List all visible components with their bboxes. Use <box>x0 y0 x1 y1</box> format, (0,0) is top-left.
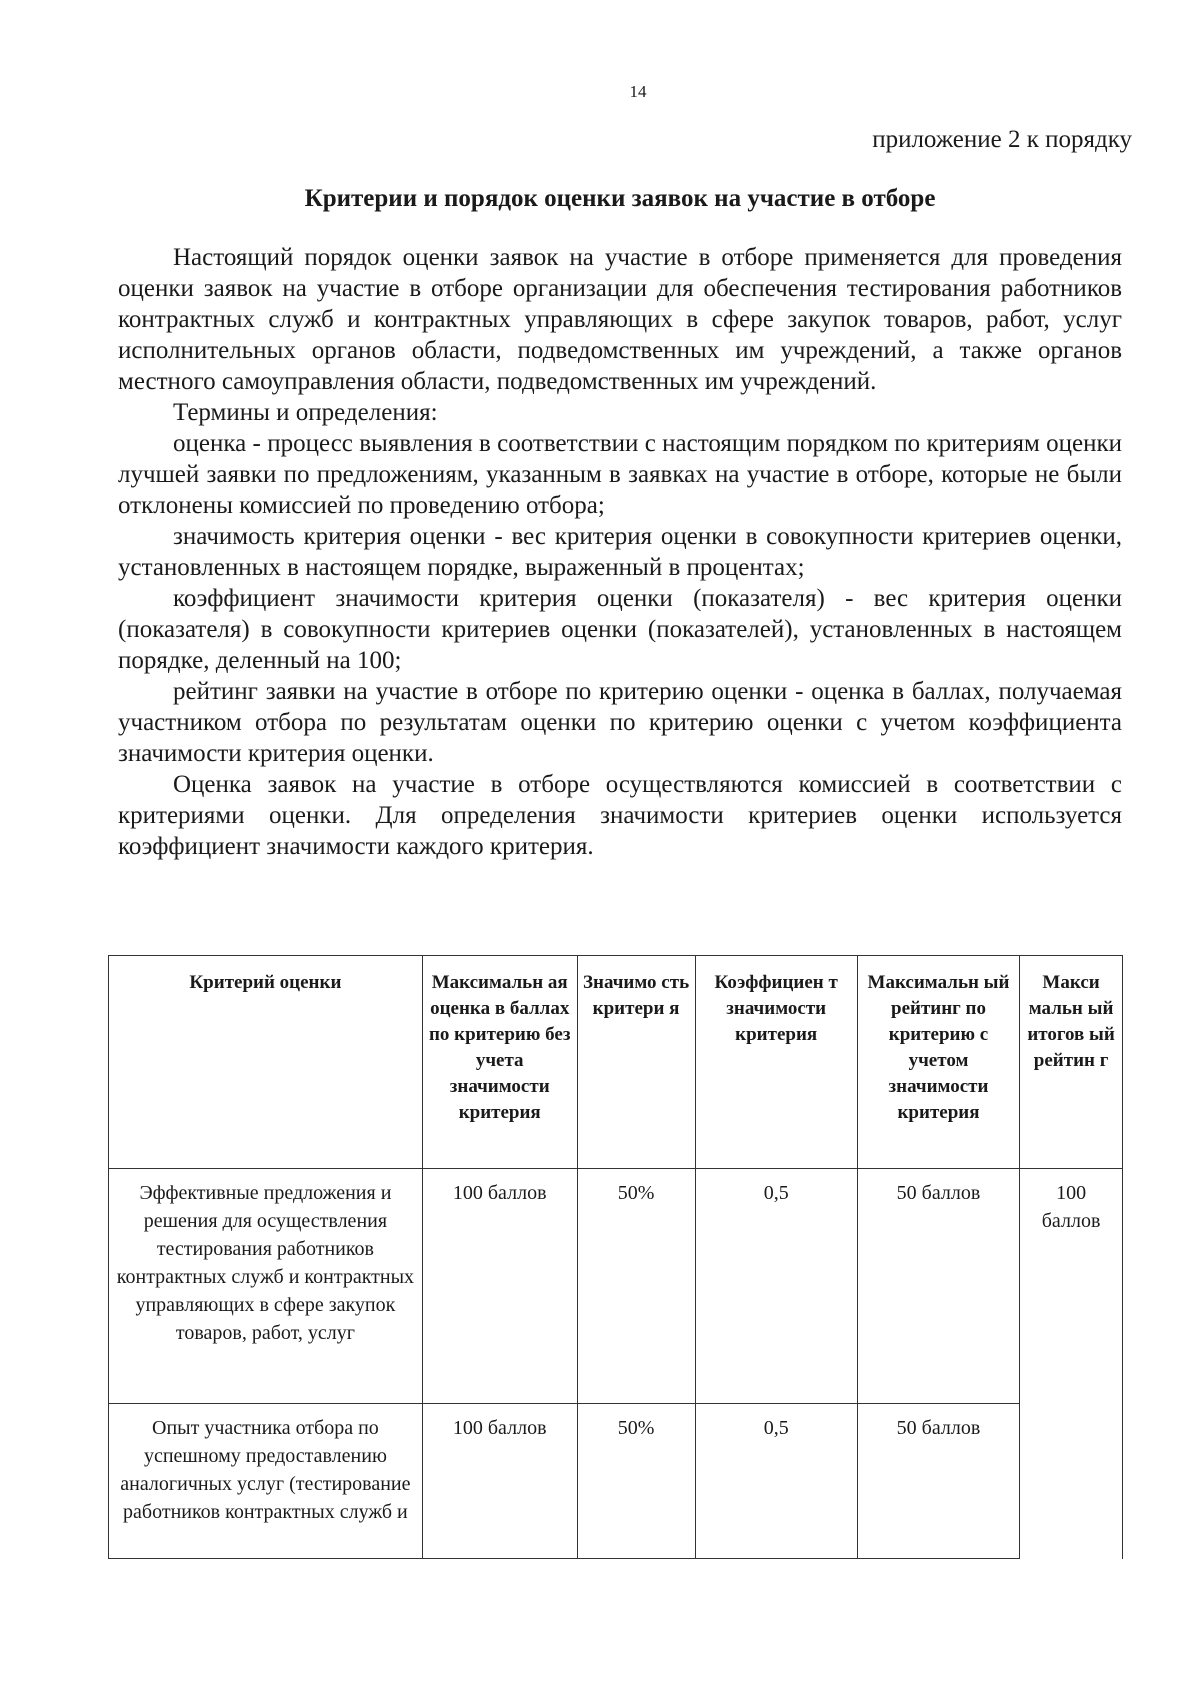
definition-significance: значимость критерия оценки - вес критерия оценки в совокупности критериев оценки, установленных в настоящем порядке, выраженный в процентах; <box>118 523 1122 581</box>
cell-significance: 50% <box>577 1169 695 1404</box>
cell-max-score: 100 баллов <box>422 1169 577 1404</box>
header-max-rating: Максимальн ый рейтинг по критерию с учетом значимости критерия <box>857 956 1019 1169</box>
cell-coefficient: 0,5 <box>695 1404 857 1559</box>
cell-significance: 50% <box>577 1404 695 1559</box>
definition-rating: рейтинг заявки на участие в отборе по критерию оценки - оценка в баллах, получаемая участником отбора по результатам оценки по критерию оценки с учетом коэффициента значимости критерия оценки. <box>118 678 1122 767</box>
cell-max-rating: 50 баллов <box>857 1169 1019 1404</box>
appendix-label: приложение 2 к порядку <box>872 126 1132 153</box>
intro-paragraph: Настоящий порядок оценки заявок на участие в отборе применяется для проведения оценки заявок на участие в отборе организации для обеспечения тестирования работников контрактных служб и контрактных управляющих в сфере закупок товаров, работ, услуг исполнительных органов области, подведомственных им учреждений, а также органов местного самоуправления области, подведомственных им учреждений. <box>118 244 1122 395</box>
header-coefficient: Коэффициен т значимости критерия <box>695 956 857 1169</box>
table-row <box>109 1404 1123 1559</box>
cell-coefficient: 0,5 <box>695 1169 857 1404</box>
assessment-paragraph: Оценка заявок на участие в отборе осуществляются комиссией в соответствии с критериями оценки. Для определения значимости критериев оценки используется коэффициент значимости каждого критерия. <box>118 771 1122 860</box>
header-significance: Значимо сть критери я <box>577 956 695 1169</box>
criteria-table <box>108 955 1123 1559</box>
terms-heading: Термины и определения: <box>173 399 438 426</box>
header-max-score: Максимальн ая оценка в баллах по критерию без учета значимости критерия <box>422 956 577 1169</box>
document-title: Критерии и порядок оценки заявок на участие в отборе <box>304 185 936 212</box>
definition-coefficient: коэффициент значимости критерия оценки (показателя) - вес критерия оценки (показателя) в совокупности критериев оценки (показателей), установленных в настоящем порядке, деленный на 100; <box>118 585 1122 674</box>
header-final-rating: Макси мальн ый итогов ый рейтин г <box>1020 956 1123 1169</box>
body-text <box>118 242 1122 862</box>
table-header-row <box>109 956 1123 1169</box>
cell-final-rating: 100 баллов <box>1020 1169 1123 1559</box>
header-criterion: Критерий оценки <box>109 956 423 1169</box>
cell-criterion: Опыт участника отбора по успешному предоставлению аналогичных услуг (тестирование работников контрактных служб и <box>109 1404 423 1559</box>
cell-criterion: Эффективные предложения и решения для осуществления тестирования работников контрактных служб и контрактных управляющих в сфере закупок товаров, работ, услуг <box>109 1169 423 1404</box>
definition-assessment: оценка - процесс выявления в соответствии с настоящим порядком по критериям оценки лучшей заявки по предложениям, указанным в заявках на участие в отборе, которые не были отклонены комиссией по проведению отбора; <box>118 430 1122 519</box>
cell-max-rating: 50 баллов <box>857 1404 1019 1559</box>
cell-max-score: 100 баллов <box>422 1404 577 1559</box>
page-number: 14 <box>629 82 647 101</box>
table-row <box>109 1169 1123 1404</box>
